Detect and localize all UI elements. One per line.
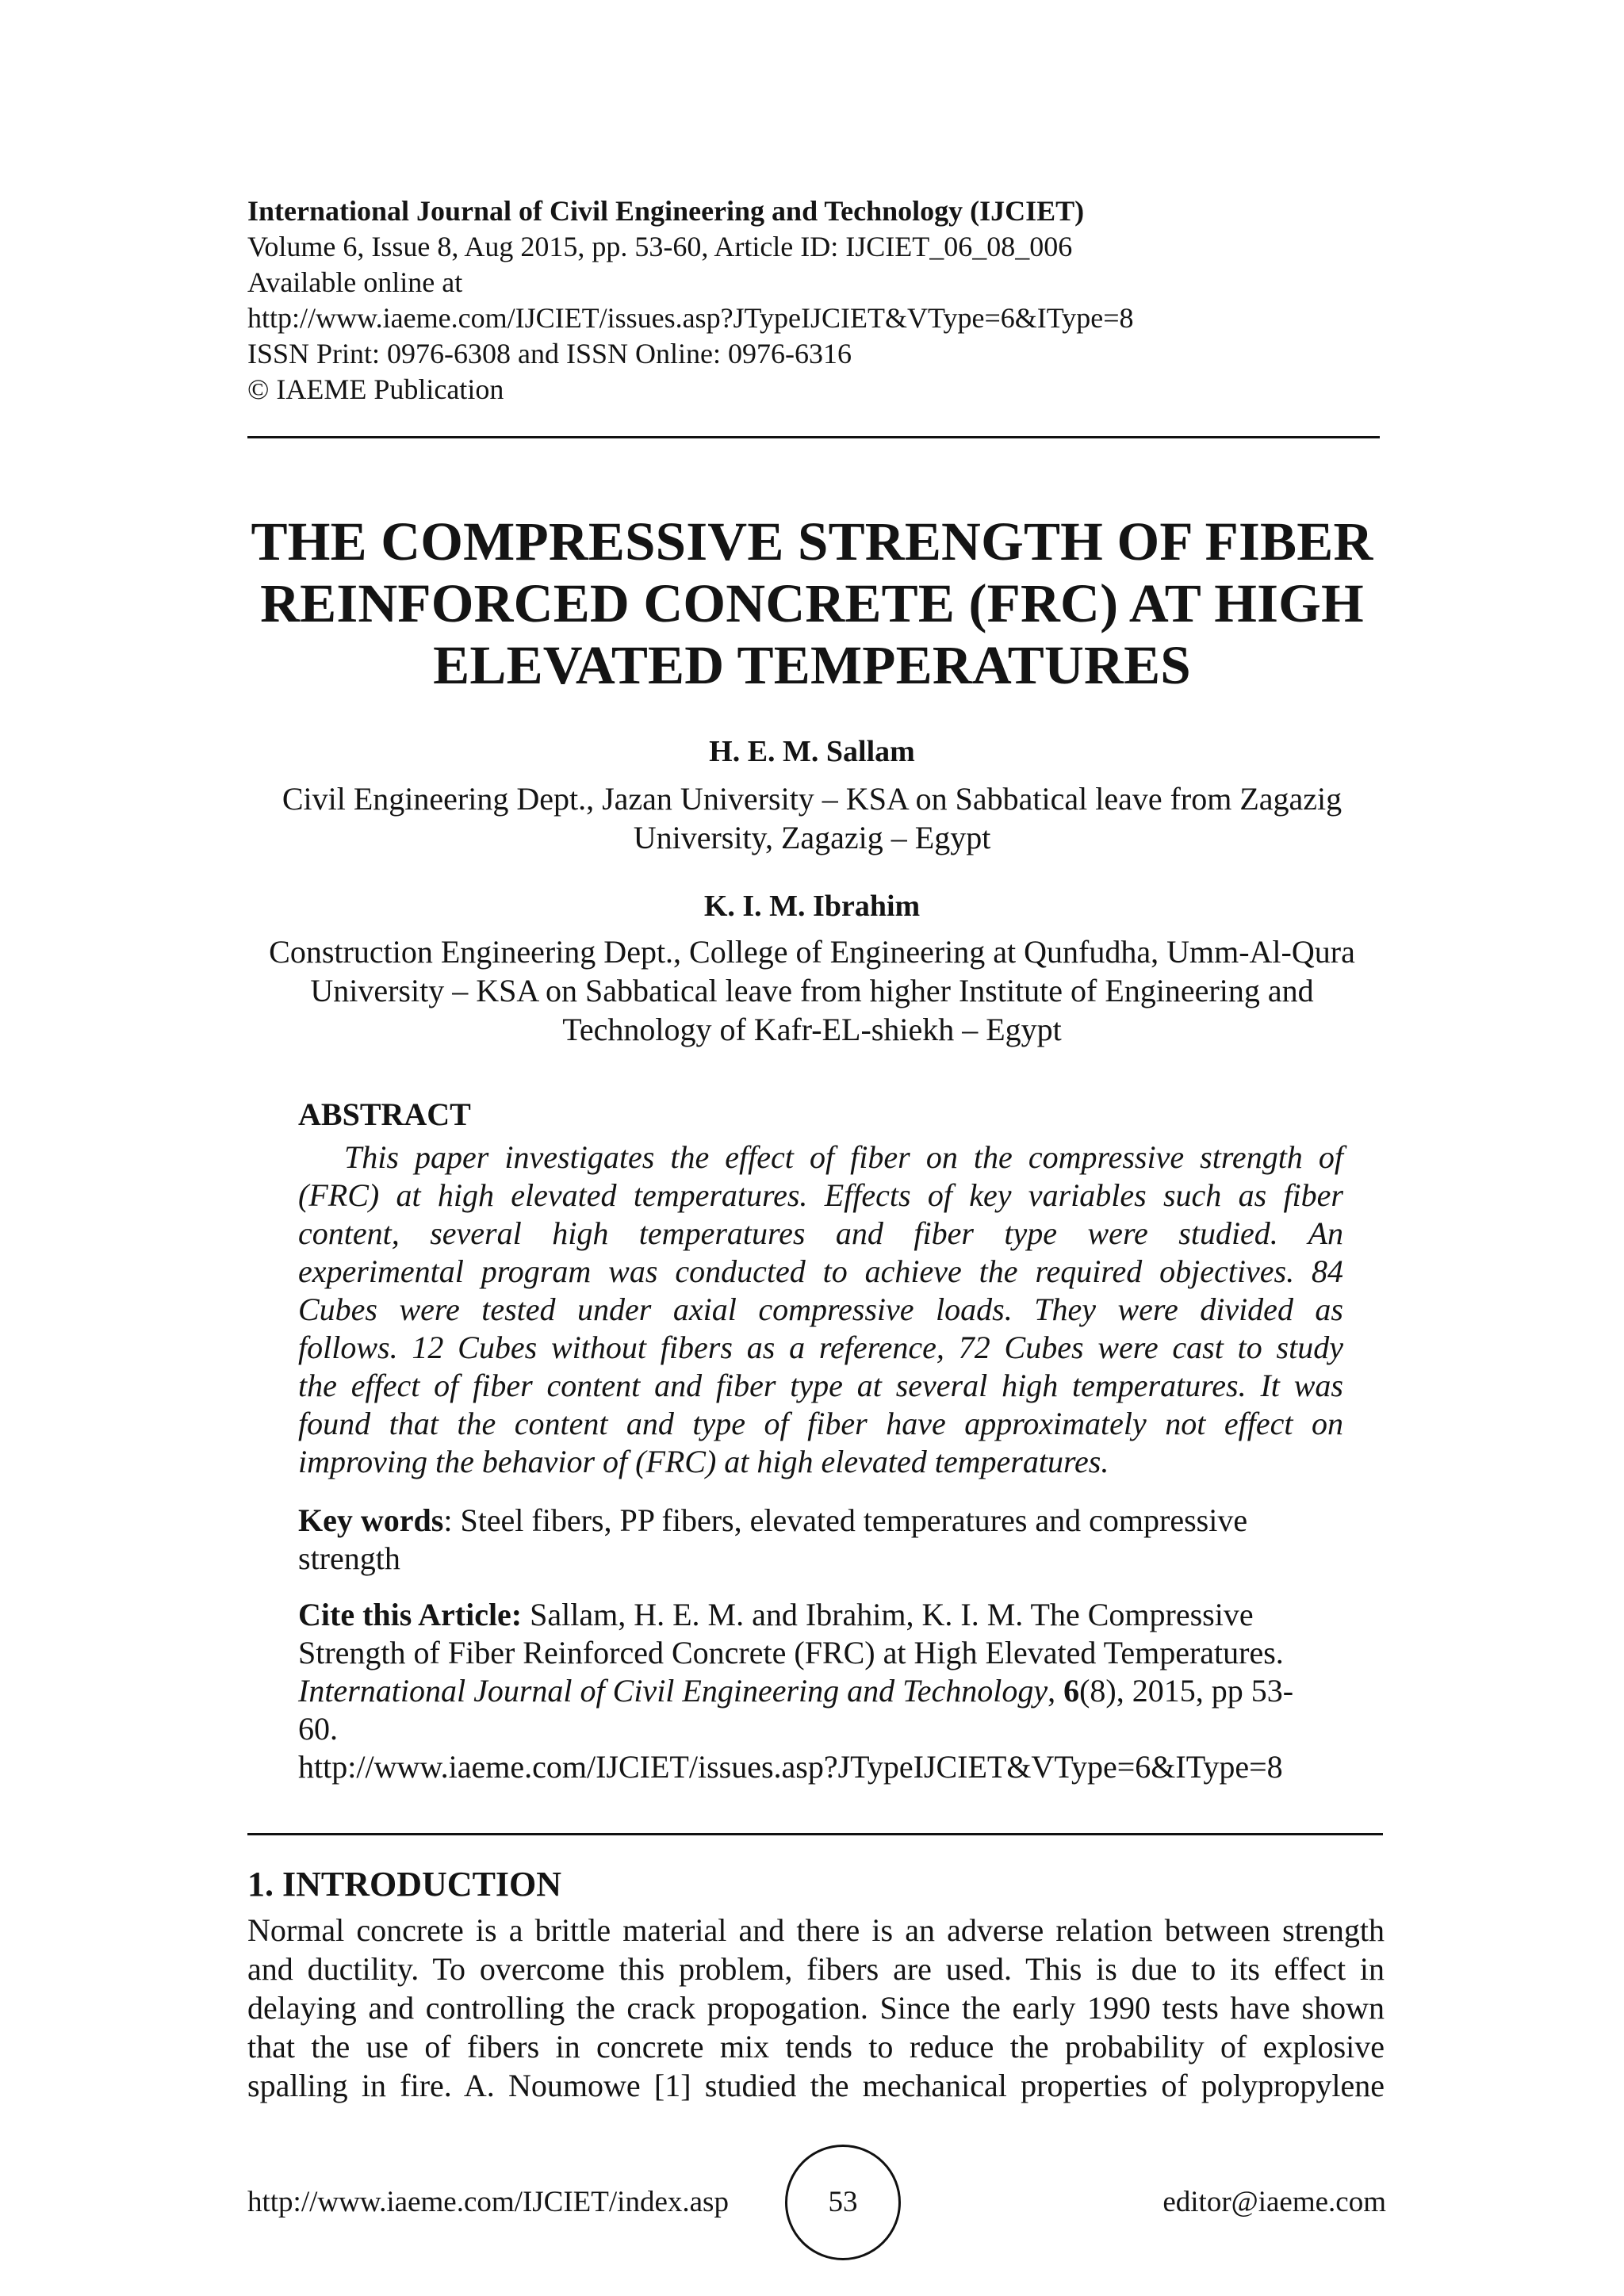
journal-name: International Journal of Civil Engineering and Technology (IJCIET) xyxy=(247,195,1085,227)
cite-text: Sallam, H. E. M. and Ibrahim, K. I. M. The Compressive xyxy=(522,1597,1254,1632)
intro-line: that the use of fibers in concrete mix tends to reduce the probability of explosive xyxy=(247,2029,1385,2064)
header-divider xyxy=(247,436,1380,438)
available-online: Available online at xyxy=(247,266,463,298)
abstract-line: This paper investigates the effect of fiber on the compressive strength of xyxy=(344,1139,1343,1175)
page-number: 53 xyxy=(828,2186,858,2218)
keywords-text: : Steel fibers, PP fibers, elevated temperatures and compressive xyxy=(443,1502,1248,1538)
journal-header xyxy=(247,193,1373,408)
author-block-2 xyxy=(0,888,1624,1049)
abstract-section xyxy=(298,1096,1343,1481)
abstract-line: follows. 12 Cubes without fibers as a reference, 72 Cubes were cast to study xyxy=(298,1330,1343,1365)
affiliation-line: Construction Engineering Dept., College of Engineering at Qunfudha, Umm-Al-Qura xyxy=(269,934,1355,970)
copyright: © IAEME Publication xyxy=(247,373,504,405)
cite-issue-pages: (8), 2015, pp 53- xyxy=(1079,1673,1294,1709)
author-name: H. E. M. Sallam xyxy=(709,735,915,768)
footer-url[interactable]: http://www.iaeme.com/IJCIET/index.asp xyxy=(247,2186,729,2218)
abstract-line: found that the content and type of fiber have approximately not effect on xyxy=(298,1406,1343,1441)
intro-line: delaying and controlling the crack propogation. Since the early 1990 tests have shown xyxy=(247,1990,1385,2026)
intro-line: spalling in fire. A. Noumowe [1] studied the mechanical properties of polypropylene xyxy=(247,2068,1385,2103)
keywords xyxy=(298,1502,1343,1578)
abstract-line: improving the behavior of (FRC) at high elevated temperatures. xyxy=(298,1444,1109,1479)
cite-text: 60. xyxy=(298,1711,338,1747)
abstract-line: Cubes were tested under axial compressive loads. They were divided as xyxy=(298,1292,1343,1327)
affiliation-line: University, Zagazig – Egypt xyxy=(633,820,991,855)
keywords-text: strength xyxy=(298,1540,400,1576)
author-block-1 xyxy=(0,733,1624,857)
abstract-line: (FRC) at high elevated temperatures. Effects of key variables such as fiber xyxy=(298,1177,1343,1213)
title-line: ELEVATED TEMPERATURES xyxy=(433,635,1191,695)
affiliation-line: Civil Engineering Dept., Jazan University – KSA on Sabbatical leave from Zagazig xyxy=(282,781,1342,817)
introduction-heading: 1. INTRODUCTION xyxy=(247,1865,562,1904)
cite-journal: International Journal of Civil Engineering and Technology xyxy=(298,1673,1048,1709)
cite-separator: , xyxy=(1048,1673,1064,1709)
author-affiliation xyxy=(0,932,1624,1049)
issn-info: ISSN Print: 0976-6308 and ISSN Online: 0976-6316 xyxy=(247,338,852,369)
intro-line: and ductility. To overcome this problem, fibers are used. This is due to its effect in xyxy=(247,1951,1385,1987)
title-line: REINFORCED CONCRETE (FRC) AT HIGH xyxy=(260,573,1364,633)
affiliation-line: University – KSA on Sabbatical leave from higher Institute of Engineering and xyxy=(310,973,1314,1008)
section-divider xyxy=(247,1833,1383,1835)
cite-volume: 6 xyxy=(1063,1673,1080,1709)
abstract-line: the effect of fiber content and fiber type at several high temperatures. It was xyxy=(298,1368,1343,1403)
journal-url[interactable]: http://www.iaeme.com/IJCIET/issues.asp?JTypeIJCIET&VType=6&IType=8 xyxy=(247,302,1134,334)
cite-url[interactable]: http://www.iaeme.com/IJCIET/issues.asp?JTypeIJCIET&VType=6&IType=8 xyxy=(298,1749,1283,1785)
paper-title xyxy=(198,511,1426,696)
journal-volume: Volume 6, Issue 8, Aug 2015, pp. 53-60, Article ID: IJCIET_06_08_006 xyxy=(247,231,1073,262)
author-name: K. I. M. Ibrahim xyxy=(703,890,921,923)
citation xyxy=(298,1596,1343,1786)
title-line: THE COMPRESSIVE STRENGTH OF FIBER xyxy=(251,511,1373,572)
abstract-line: experimental program was conducted to achieve the required objectives. 84 xyxy=(298,1253,1343,1289)
abstract-text xyxy=(298,1138,1343,1481)
keywords-label: Key words xyxy=(298,1502,444,1538)
introduction-text xyxy=(247,1911,1385,2105)
footer-email[interactable]: editor@iaeme.com xyxy=(1162,2186,1386,2218)
abstract-heading: ABSTRACT xyxy=(298,1096,471,1132)
author-affiliation xyxy=(0,779,1624,857)
affiliation-line: Technology of Kafr-EL-shiekh – Egypt xyxy=(562,1012,1062,1047)
intro-line: Normal concrete is a brittle material and there is an adverse relation between strength xyxy=(247,1912,1385,1948)
cite-label: Cite this Article: xyxy=(298,1597,523,1632)
cite-text: Strength of Fiber Reinforced Concrete (FRC) at High Elevated Temperatures. xyxy=(298,1635,1284,1670)
abstract-line: content, several high temperatures and fiber type were studied. An xyxy=(298,1215,1343,1251)
